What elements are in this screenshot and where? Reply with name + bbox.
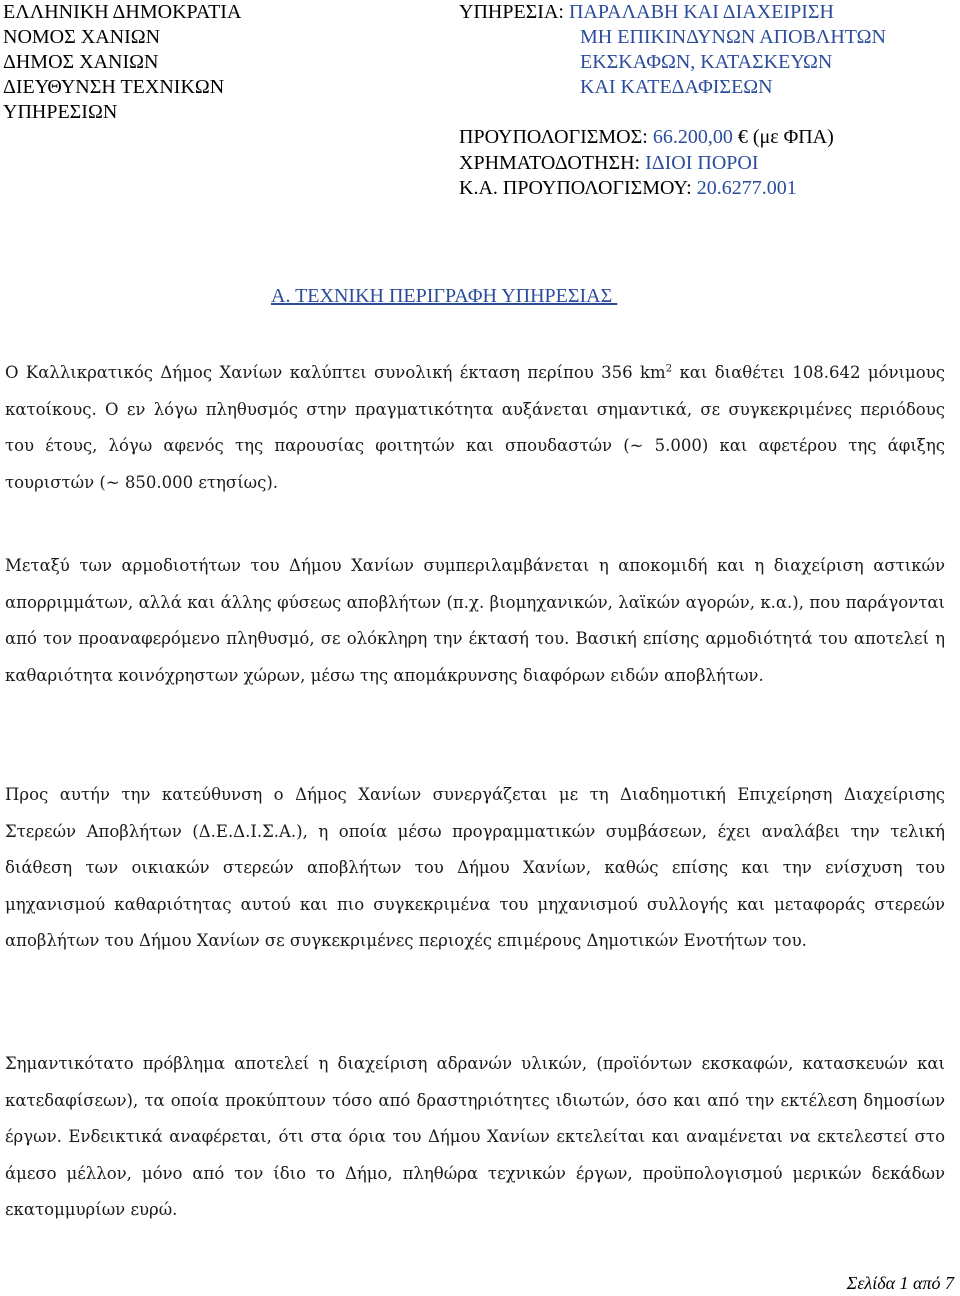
paragraph-population-text-1: Ο Καλλικρατικός Δήμος Χανίων καλύπτει συνολική έκταση περίπου 356 km	[5, 363, 666, 382]
paragraph-cooperation: Προς αυτήν την κατεύθυνση ο Δήμος Χανίων συνεργάζεται με τη Διαδημοτική Επιχείρηση Διαχείρισης Στερεών Αποβλήτων (Δ.Ε.Δ.Ι.Σ.Α.), η οποία μέσω προγραμματικών συμβάσεων, έχει αναλάβει την τελική διάθεση των οικιακών στερεών αποβλήτων του Δήμου Χανίων, καθώς επίσης και την ενίσχυση του μηχανισμού καθαριότητας αυτού και πιο συγκεκριμένα του μηχανισμού συλλογής και μεταφοράς στερεών αποβλήτων του Δήμου Χανίων σε συγκεκριμένες περιοχές επιμέρους Δημοτικών Ενοτήτων του.	[5, 785, 945, 951]
authority-header	[3, 0, 303, 125]
service-label: ΥΠΗΡΕΣΙΑ:	[459, 1, 569, 23]
budget-code-line	[459, 176, 834, 202]
paragraph-population-text-2: και διαθέτει 108.642 μόνιμους κατοίκους. Ο εν λόγω πληθυσμός στην πραγματικότητα αυξάνεται σημαντικά, σε συγκεκριμένες περιόδους του έτους, λόγω αφενός της παρουσίας φοιτητών και σπουδαστών (~ 5.000) και αφετέρου της άφιξης τουριστών (~ 850.000 ετησίως).	[5, 363, 945, 492]
service-header	[459, 0, 949, 100]
budget-value: 66.200,00	[652, 126, 733, 148]
budget-code-value: 20.6277.001	[696, 177, 797, 199]
service-name-part-4: ΚΑΙ ΚΑΤΕΔΑΦΙΣΕΩΝ	[580, 76, 773, 98]
header-line-municipality: ΔΗΜΟΣ ΧΑΝΙΩΝ	[3, 51, 159, 73]
budget-info	[459, 125, 834, 202]
budget-suffix: € (με ΦΠΑ)	[732, 126, 834, 148]
budget-label: ΠΡΟΥΠΟΛΟΓΙΣΜΟΣ:	[459, 126, 653, 148]
area-unit-superscript: 2	[665, 363, 673, 375]
funding-label: ΧΡΗΜΑΤΟΔΟΤΗΣΗ:	[459, 151, 646, 174]
header-line-services: ΥΠΗΡΕΣΙΩΝ	[3, 101, 118, 123]
paragraph-inert-waste: Σημαντικότατο πρόβλημα αποτελεί η διαχείριση αδρανών υλικών, (προϊόντων εκσκαφών, κατασκευών και κατεδαφίσεων), τα οποία προκύπτουν τόσο από δραστηριότητες ιδιωτών, όσο και από την εκτέλεση δημοσίων έργων. Ενδεικτικά αναφέρεται, ότι στα όρια του Δήμου Χανίων εκτελείται και αναμένεται να εκτελεστεί στο άμεσο μέλλον, μόνο από τον ίδιο το Δήμο, πληθώρα τεχνικών έργων, προϋπολογισμού μερικών δεκάδων εκατομμυρίων ευρώ.	[5, 1054, 945, 1220]
budget-line	[459, 125, 834, 151]
header-line-republic: ΕΛΛΗΝΙΚΗ ΔΗΜΟΚΡΑΤΙΑ	[3, 1, 242, 23]
funding-value: ΙΔΙΟΙ ΠΟΡΟΙ	[645, 151, 759, 174]
service-name-part-3: ΕΚΣΚΑΦΩΝ, ΚΑΤΑΣΚΕΥΩΝ	[580, 51, 833, 73]
budget-code-label: Κ.Α. ΠΡΟΥΠΟΛΟΓΙΣΜΟΥ:	[459, 177, 697, 199]
paragraph-population	[5, 355, 945, 501]
page-number: Σελίδα 1 από 7	[846, 1273, 954, 1293]
service-line-1	[459, 0, 949, 25]
funding-line	[459, 151, 834, 177]
header-line-directorate: ΔΙΕΥΘΥΝΣΗ ΤΕΧΝΙΚΩΝ	[3, 76, 225, 98]
header-line-prefecture: ΝΟΜΟΣ ΧΑΝΙΩΝ	[3, 26, 161, 48]
paragraph-responsibilities: Μεταξύ των αρμοδιοτήτων του Δήμου Χανίων συμπεριλαμβάνεται η αποκομιδή και η διαχείριση αστικών απορριμμάτων, αλλά και άλλης φύσεως αποβλήτων (π.χ. βιομηχανικών, λαϊκών αγορών, κ.α.), που παράγονται από τον προαναφερόμενο πληθυσμό, σε ολόκληρη την έκτασή του. Βασική επίσης αρμοδιότητά του αποτελεί η καθαριότητα κοινόχρηστων χώρων, μέσω της απομάκρυνσης διαφόρων ειδών αποβλήτων.	[5, 556, 945, 685]
service-name-part-1: ΠΑΡΑΛΑΒΗ ΚΑΙ ΔΙΑΧΕΙΡΙΣΗ	[568, 1, 834, 23]
section-title: Α. ΤΕΧΝΙΚΗ ΠΕΡΙΓΡΑΦΗ ΥΠΗΡΕΣΙΑΣ	[271, 285, 618, 307]
service-name-part-2: ΜΗ ΕΠΙΚΙΝΔΥΝΩΝ ΑΠΟΒΛΗΤΩΝ	[580, 26, 886, 48]
